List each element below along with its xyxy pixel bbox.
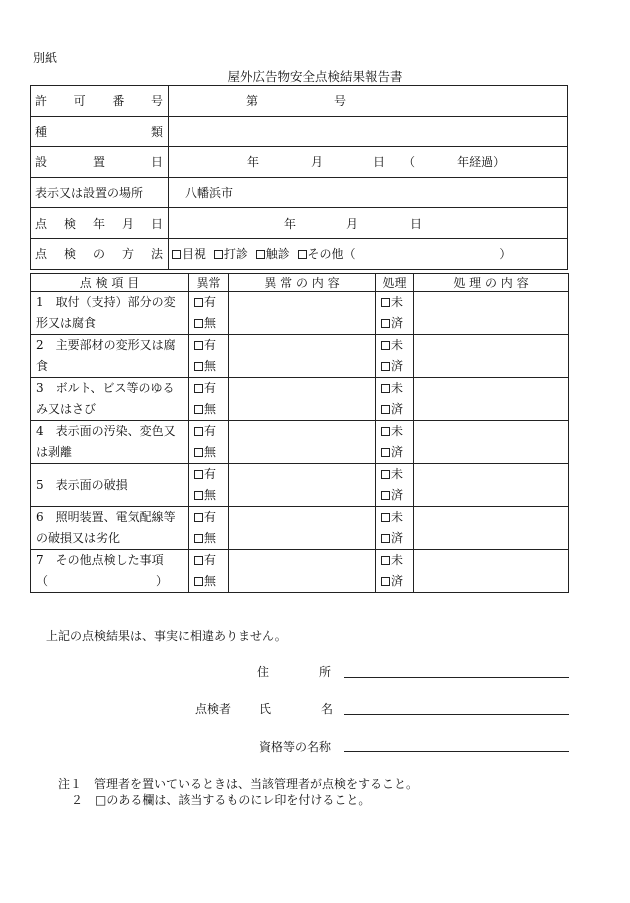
checkbox-icon[interactable] — [381, 384, 390, 393]
checkbox-icon[interactable] — [194, 470, 203, 479]
abnormal-yes-option[interactable]: 有 — [194, 464, 228, 485]
location-field[interactable]: 八幡浜市 — [169, 177, 568, 208]
qualification-label: 資格等の名称 — [259, 740, 332, 754]
action-detail-field[interactable] — [414, 507, 569, 550]
method-label: 点 検 の 方 法 — [35, 247, 163, 262]
inspection-date-field[interactable]: 年 月 日 — [169, 208, 568, 239]
checklist-row — [31, 378, 569, 421]
checkbox-icon[interactable] — [381, 448, 390, 457]
action-check — [376, 335, 414, 378]
action-detail-field[interactable] — [414, 378, 569, 421]
method-visual[interactable]: 目視 — [172, 247, 206, 261]
inspection-date-label: 点 検 年 月 日 — [35, 216, 163, 231]
note-2: ２ □のある欄は、該当するものにレ印を付けること。 — [71, 793, 371, 807]
checklist-row — [31, 464, 569, 507]
action-pending-option[interactable]: 未 — [381, 335, 413, 356]
checkbox-icon[interactable] — [381, 362, 390, 371]
info-table — [30, 85, 568, 270]
action-check — [376, 292, 414, 335]
abnormal-no-option[interactable]: 無 — [194, 313, 228, 334]
abnormal-yes-option[interactable]: 有 — [194, 335, 228, 356]
abnormal-check — [189, 507, 229, 550]
action-done-option[interactable]: 済 — [381, 442, 413, 463]
abnormal-no-option[interactable]: 無 — [194, 356, 228, 377]
header-action: 処理 — [376, 274, 414, 292]
address-label: 住 所 — [257, 665, 332, 679]
type-label: 種 類 — [35, 124, 163, 139]
checkbox-icon[interactable] — [381, 427, 390, 436]
abnormal-no-option[interactable]: 無 — [194, 571, 228, 592]
installed-row — [31, 147, 568, 178]
checkbox-icon[interactable] — [194, 556, 203, 565]
action-detail-field[interactable] — [414, 464, 569, 507]
checkbox-icon[interactable] — [381, 534, 390, 543]
abnormal-no-option[interactable]: 無 — [194, 485, 228, 506]
check-item-label: 4 表示面の汚染、変色又 は剥離 — [31, 421, 189, 464]
abnormal-yes-option[interactable]: 有 — [194, 507, 228, 528]
action-check — [376, 550, 414, 593]
page-title: 屋外広告物安全点検結果報告書 — [227, 69, 403, 84]
checkbox-icon[interactable] — [194, 513, 203, 522]
action-pending-option[interactable]: 未 — [381, 421, 413, 442]
action-detail-field[interactable] — [414, 292, 569, 335]
checkbox-icon[interactable] — [381, 319, 390, 328]
abnormal-detail-field[interactable] — [229, 507, 376, 550]
attachment-label: 別紙 — [33, 51, 58, 65]
check-item-label: 3 ボルト、ビス等のゆる み又はさび — [31, 378, 189, 421]
address-line[interactable] — [344, 677, 569, 678]
action-check — [376, 378, 414, 421]
checkbox-icon — [214, 250, 223, 259]
installed-date-label: 設 置 日 — [35, 155, 163, 170]
checkbox-icon[interactable] — [381, 513, 390, 522]
checkbox-icon[interactable] — [194, 427, 203, 436]
action-check — [376, 421, 414, 464]
checkbox-icon[interactable] — [381, 470, 390, 479]
checklist-row — [31, 421, 569, 464]
checklist-row — [31, 507, 569, 550]
checkbox-icon[interactable] — [194, 405, 203, 414]
checkbox-icon — [256, 250, 265, 259]
permit-row — [31, 86, 568, 117]
checkbox-icon[interactable] — [381, 491, 390, 500]
action-detail-field[interactable] — [414, 550, 569, 593]
action-detail-field[interactable] — [414, 421, 569, 464]
method-hammer[interactable]: 打診 — [214, 247, 248, 261]
checkbox-icon[interactable] — [194, 319, 203, 328]
action-pending-option[interactable]: 未 — [381, 507, 413, 528]
action-done-option[interactable]: 済 — [381, 571, 413, 592]
check-item-label: 6 照明装置、電気配線等 の破損又は劣化 — [31, 507, 189, 550]
checkbox-icon[interactable] — [381, 577, 390, 586]
location-label: 表示又は設置の場所 — [31, 177, 169, 208]
action-pending-option[interactable]: 未 — [381, 464, 413, 485]
type-row — [31, 116, 568, 147]
qualification-line[interactable] — [344, 751, 569, 752]
type-field[interactable] — [169, 116, 568, 147]
checkbox-icon[interactable] — [194, 341, 203, 350]
abnormal-detail-field[interactable] — [229, 464, 376, 507]
checklist-header — [31, 274, 569, 292]
checklist-row — [31, 550, 569, 593]
abnormal-no-option[interactable]: 無 — [194, 528, 228, 549]
installed-date-field[interactable]: 年 月 日 （ 年経過） — [169, 147, 568, 178]
action-done-option[interactable]: 済 — [381, 528, 413, 549]
abnormal-check — [189, 421, 229, 464]
abnormal-detail-field[interactable] — [229, 421, 376, 464]
permit-number-field[interactable]: 第 号 — [169, 86, 568, 117]
action-pending-option[interactable]: 未 — [381, 292, 413, 313]
abnormal-detail-field[interactable] — [229, 378, 376, 421]
method-field: 目視 打診 触診 その他（ ） — [169, 238, 568, 269]
check-item-label: 1 取付（支持）部分の変 形又は腐食 — [31, 292, 189, 335]
checklist-row — [31, 335, 569, 378]
action-check — [376, 507, 414, 550]
action-done-option[interactable]: 済 — [381, 356, 413, 377]
abnormal-detail-field[interactable] — [229, 335, 376, 378]
method-row — [31, 238, 568, 269]
checklist-table — [30, 273, 569, 593]
abnormal-no-option[interactable]: 無 — [194, 442, 228, 463]
checkbox-icon[interactable] — [194, 577, 203, 586]
header-abnormal: 異常 — [189, 274, 229, 292]
method-other[interactable]: その他（ — [298, 247, 356, 261]
abnormal-yes-option[interactable]: 有 — [194, 550, 228, 571]
check-item-label: 7 その他点検した事項 （ ） — [31, 550, 189, 593]
action-done-option[interactable]: 済 — [381, 485, 413, 506]
permit-number-label: 許 可 番 号 — [35, 94, 163, 109]
abnormal-no-option[interactable]: 無 — [194, 399, 228, 420]
checkbox-icon — [298, 250, 307, 259]
checkbox-icon — [172, 250, 181, 259]
checklist-row — [31, 292, 569, 335]
header-item: 点 検 項 目 — [31, 274, 189, 292]
checkbox-icon[interactable] — [194, 298, 203, 307]
action-pending-option[interactable]: 未 — [381, 378, 413, 399]
header-abnormal-detail: 異 常 の 内 容 — [229, 274, 376, 292]
checkbox-icon[interactable] — [381, 298, 390, 307]
note-1: 注１ 管理者を置いているときは、当該管理者が点検をすること。 — [58, 777, 419, 791]
checkbox-icon[interactable] — [194, 534, 203, 543]
location-row — [31, 177, 568, 208]
abnormal-check — [189, 378, 229, 421]
inspection-date-row — [31, 208, 568, 239]
abnormal-check — [189, 335, 229, 378]
action-pending-option[interactable]: 未 — [381, 550, 413, 571]
checkbox-icon[interactable] — [194, 384, 203, 393]
abnormal-yes-option[interactable]: 有 — [194, 378, 228, 399]
abnormal-detail-field[interactable] — [229, 292, 376, 335]
abnormal-yes-option[interactable]: 有 — [194, 292, 228, 313]
action-detail-field[interactable] — [414, 335, 569, 378]
abnormal-check — [189, 550, 229, 593]
abnormal-detail-field[interactable] — [229, 550, 376, 593]
abnormal-check — [189, 292, 229, 335]
action-check — [376, 464, 414, 507]
checkbox-icon[interactable] — [381, 405, 390, 414]
name-line[interactable] — [344, 714, 569, 715]
check-item-label: 2 主要部材の変形又は腐 食 — [31, 335, 189, 378]
check-item-label: 5 表示面の破損 — [31, 464, 189, 507]
action-done-option[interactable]: 済 — [381, 399, 413, 420]
declaration: 上記の点検結果は、事実に相違ありません。 — [46, 629, 287, 643]
checkbox-icon[interactable] — [381, 556, 390, 565]
checkbox-icon[interactable] — [194, 448, 203, 457]
checkbox-icon[interactable] — [194, 491, 203, 500]
method-touch[interactable]: 触診 — [256, 247, 290, 261]
checkbox-icon[interactable] — [381, 341, 390, 350]
header-action-detail: 処 理 の 内 容 — [414, 274, 569, 292]
abnormal-yes-option[interactable]: 有 — [194, 421, 228, 442]
name-label: 氏 名 — [259, 702, 334, 716]
checkbox-icon[interactable] — [194, 362, 203, 371]
inspector-role-label: 点検者 — [195, 702, 232, 716]
action-done-option[interactable]: 済 — [381, 313, 413, 334]
abnormal-check — [189, 464, 229, 507]
